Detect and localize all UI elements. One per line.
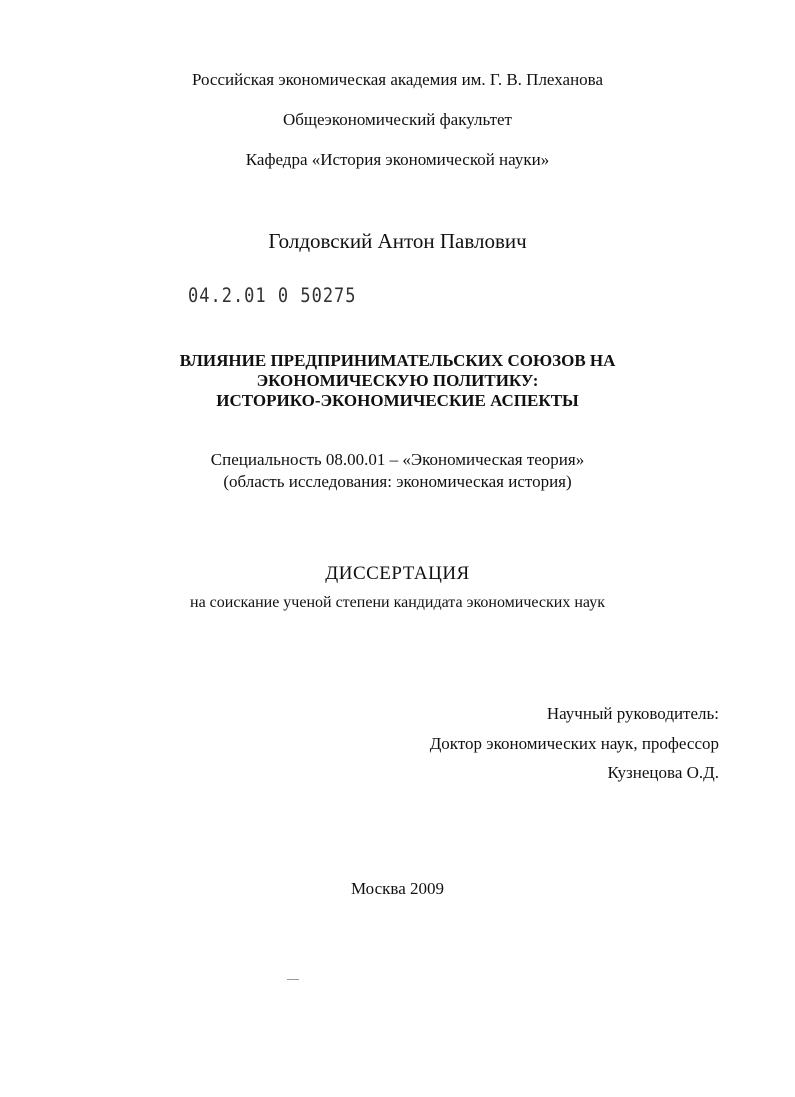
title-line-1: ВЛИЯНИЕ ПРЕДПРИНИМАТЕЛЬСКИХ СОЮЗОВ НА [179, 351, 616, 370]
title-line-3: ИСТОРИКО-ЭКОНОМИЧЕСКИЕ АСПЕКТЫ [216, 391, 579, 410]
scan-mark [287, 979, 299, 980]
supervisor-label: Научный руководитель: [546, 704, 719, 723]
specialty-line-2: (область исследования: экономическая история) [223, 472, 572, 491]
supervisor-name: Кузнецова О.Д. [607, 763, 719, 782]
faculty-name: Общеэкономический факультет [283, 110, 512, 129]
department-name: Кафедра «История экономической науки» [245, 150, 550, 169]
document-type: ДИССЕРТАЦИЯ [325, 563, 470, 584]
specialty [0, 449, 795, 493]
dissertation-title [0, 351, 795, 411]
specialty-line-1: Специальность 08.00.01 – «Экономическая теория» [210, 450, 585, 469]
author-name: Голдовский Антон Павлович [268, 229, 527, 253]
degree-line: на соискание ученой степени кандидата экономических наук [190, 594, 605, 611]
academy-name: Российская экономическая академия им. Г. В. Плеханова [191, 70, 604, 89]
library-stamp: 04.2.01 0 50275 [188, 284, 357, 308]
supervisor-title: Доктор экономических наук, профессор [429, 734, 719, 753]
city-year: Москва 2009 [350, 879, 445, 898]
title-line-2: ЭКОНОМИЧЕСКУЮ ПОЛИТИКУ: [256, 371, 539, 390]
